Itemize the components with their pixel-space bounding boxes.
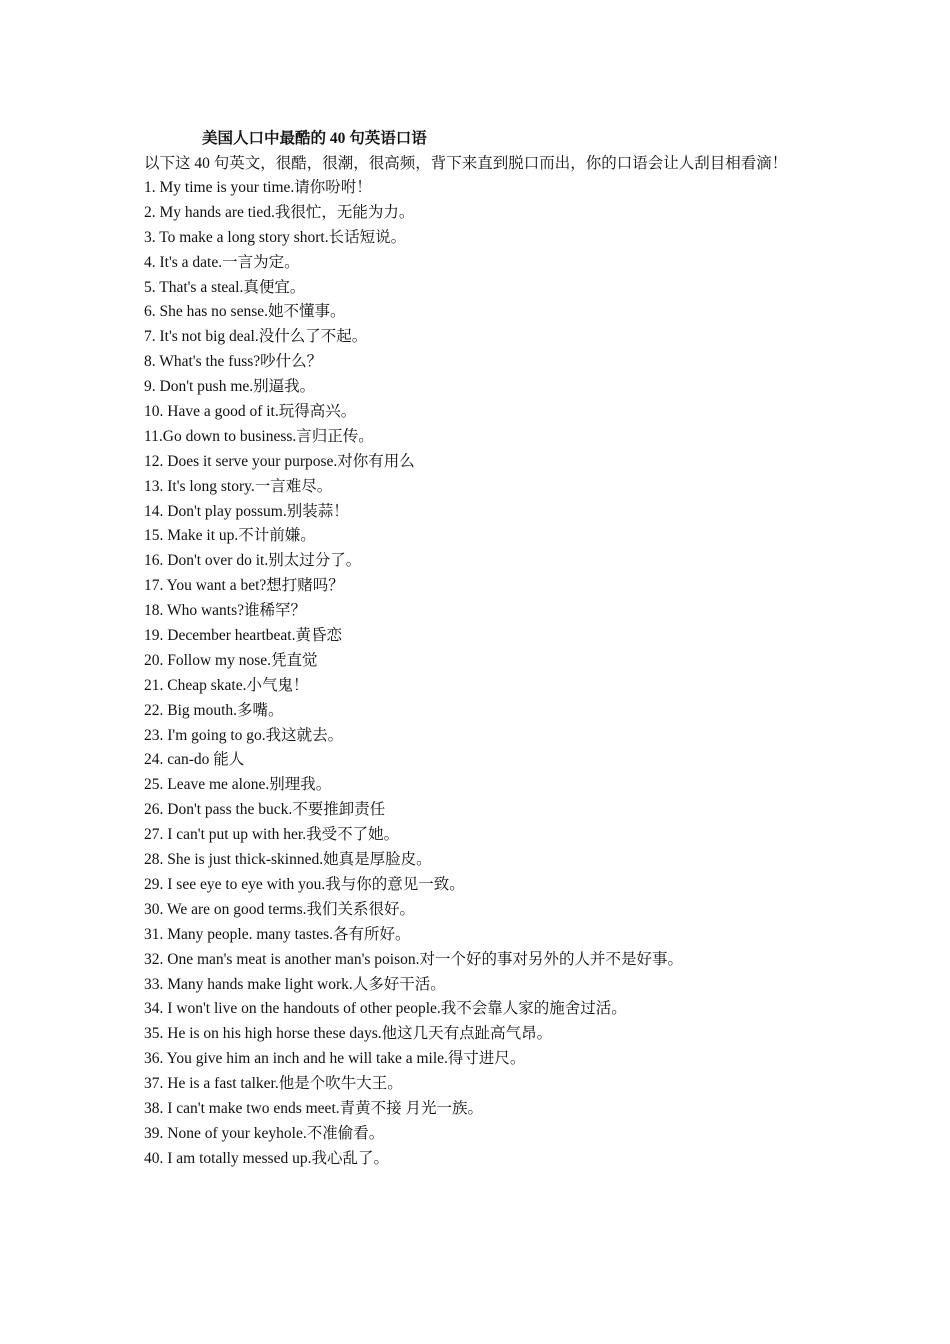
phrase-item: 31. Many people. many tastes.各有所好。: [144, 925, 411, 943]
phrase-item: 2. My hands are tied.我很忙，无能为力。: [144, 203, 415, 221]
phrase-item: 39. None of your keyhole.不准偷看。: [144, 1124, 385, 1142]
phrase-item: 33. Many hands make light work.人多好干活。: [144, 975, 446, 993]
phrase-item: 15. Make it up.不计前嫌。: [144, 527, 316, 545]
phrase-item: 37. He is a fast talker.他是个吹牛大王。: [144, 1075, 403, 1093]
phrase-item: 14. Don't play possum.别装蒜！: [144, 502, 349, 520]
phrase-item: 13. It's long story.一言难尽。: [144, 477, 333, 495]
phrase-item: 19. December heartbeat.黄昏恋: [144, 627, 342, 645]
phrase-item: 36. You give him an inch and he will take a mile.得寸进尺。: [144, 1050, 526, 1068]
phrase-item: 11.Go down to business.言归正传。: [144, 427, 374, 445]
phrase-item: 29. I see eye to eye with you.我与你的意见一致。: [144, 875, 465, 893]
phrase-item: 30. We are on good terms.我们关系很好。: [144, 900, 415, 918]
phrase-item: 38. I can't make two ends meet.青黄不接 月光一族。: [144, 1099, 483, 1117]
phrase-item: 8. What's the fuss?吵什么？: [144, 353, 323, 371]
phrase-item: 27. I can't put up with her.我受不了她。: [144, 826, 400, 844]
phrase-item: 4. It's a date.一言为定。: [144, 253, 300, 271]
phrase-item: 5. That's a steal.真便宜。: [144, 278, 306, 296]
phrase-item: 26. Don't pass the buck.不要推卸责任: [144, 801, 386, 819]
phrase-list: [144, 176, 683, 1172]
phrase-item: 10. Have a good of it.玩得高兴。: [144, 403, 357, 421]
phrase-item: 6. She has no sense.她不懂事。: [144, 303, 346, 321]
phrase-item: 21. Cheap skate.小气鬼！: [144, 676, 309, 694]
phrase-item: 40. I am totally messed up.我心乱了。: [144, 1149, 389, 1167]
phrase-item: 9. Don't push me.别逼我。: [144, 378, 316, 396]
phrase-item: 32. One man's meat is another man's poison.对一个好的事对另外的人并不是好事。: [144, 950, 683, 968]
phrase-item: 12. Does it serve your purpose.对你有用么: [144, 452, 415, 470]
phrase-item: 18. Who wants?谁稀罕？: [144, 602, 307, 620]
document-title: 美国人口中最酷的 40 句英语口语: [202, 130, 427, 147]
phrase-item: 28. She is just thick-skinned.她真是厚脸皮。: [144, 851, 432, 869]
phrase-item: 22. Big mouth.多嘴。: [144, 701, 284, 719]
phrase-item: 35. He is on his high horse these days.他这几天有点趾高气昂。: [144, 1025, 553, 1043]
document-intro: 以下这 40 句英文，很酷，很潮，很高频，背下来直到脱口而出，你的口语会让人刮目相看滴！: [144, 155, 788, 172]
phrase-item: 7. It's not big deal.没什么了不起。: [144, 328, 368, 346]
phrase-item: 34. I won't live on the handouts of other people.我不会靠人家的施舍过活。: [144, 1000, 627, 1018]
phrase-item: 23. I'm going to go.我这就去。: [144, 726, 344, 744]
phrase-item: 16. Don't over do it.别太过分了。: [144, 552, 362, 570]
phrase-item: 1. My time is your time.请你吩咐！: [144, 179, 372, 196]
phrase-item: 20. Follow my nose.凭直觉: [144, 651, 318, 669]
phrase-item: 24. can-do 能人: [144, 751, 245, 769]
phrase-item: 17. You want a bet?想打赌吗？: [144, 577, 344, 595]
phrase-item: 3. To make a long story short.长话短说。: [144, 228, 407, 246]
phrase-item: 25. Leave me alone.别理我。: [144, 776, 332, 794]
